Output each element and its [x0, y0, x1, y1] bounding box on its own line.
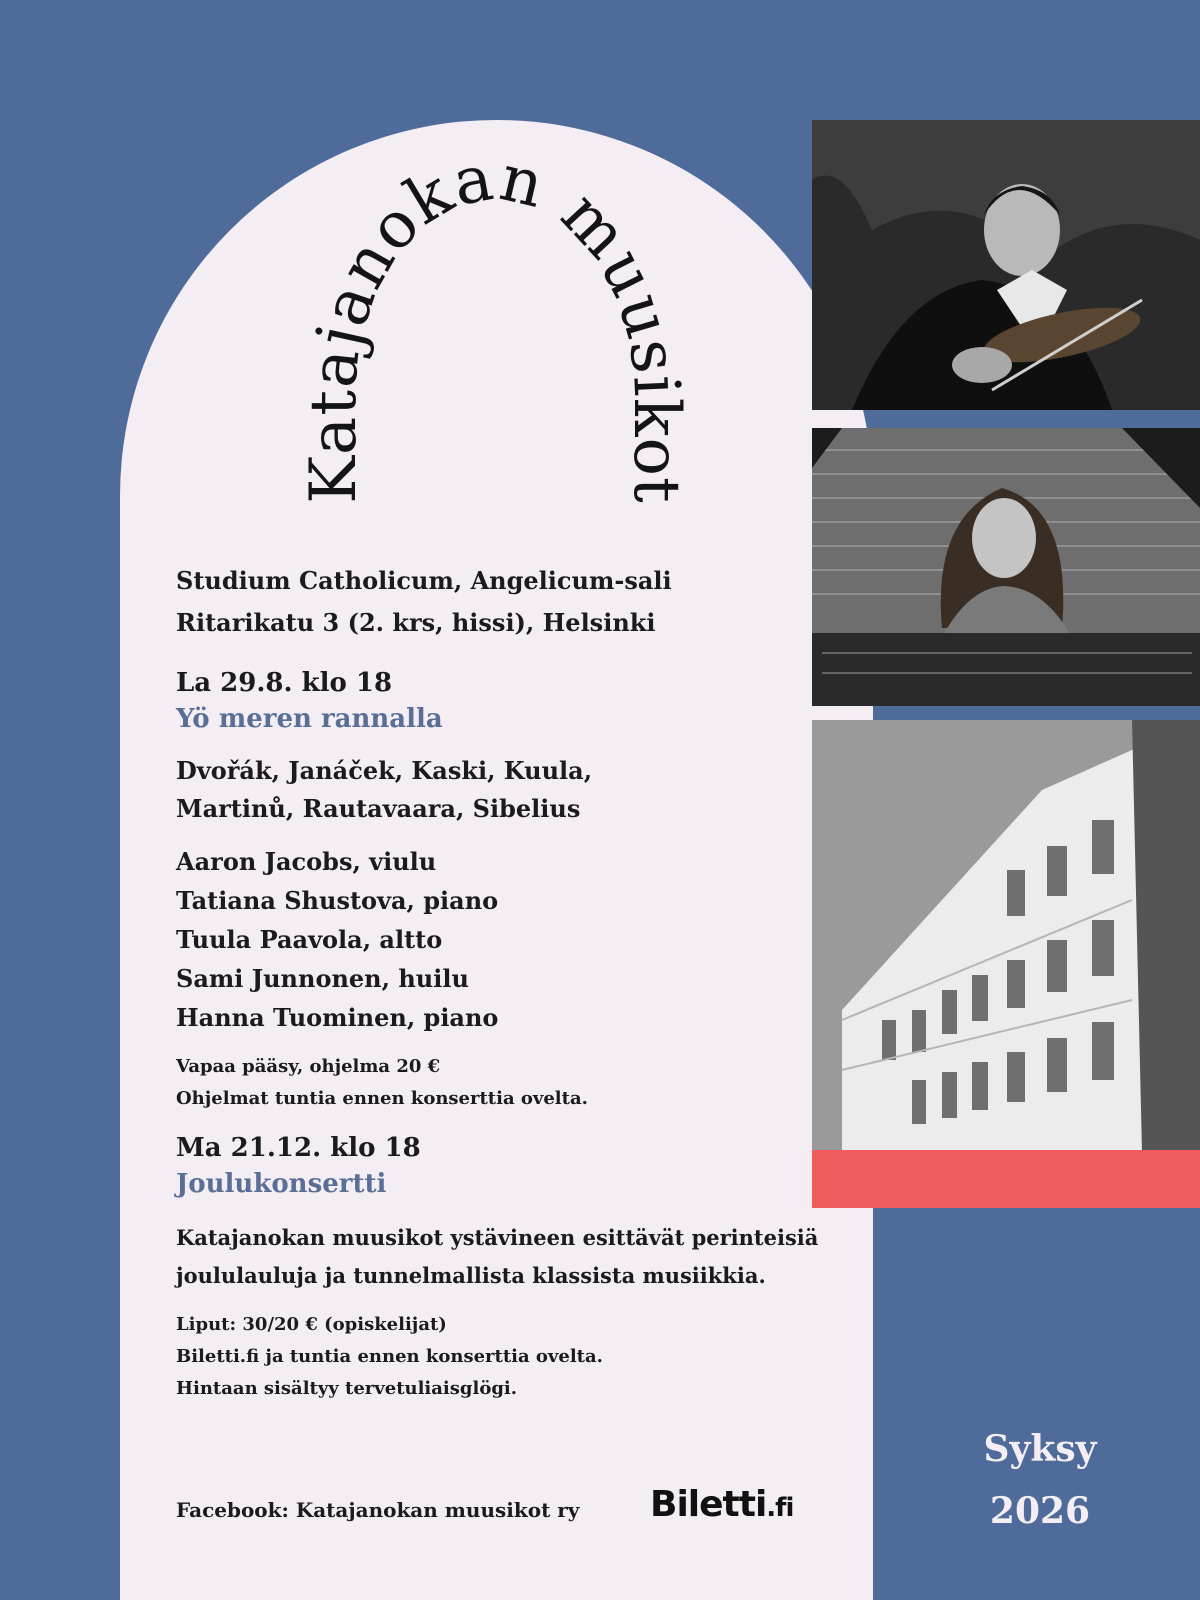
logo-main: Biletti	[650, 1484, 767, 1525]
season-year: 2026	[989, 1490, 1091, 1532]
biletti-logo[interactable]	[650, 1484, 793, 1525]
building-photo	[812, 720, 1200, 1152]
performer: Tuula Paavola, altto	[176, 925, 443, 954]
description-line: Katajanokan muusikot ystävineen esittävät perinteisiä	[176, 1225, 819, 1250]
admission-line: Vapaa pääsy, ohjelma 20 €	[176, 1056, 441, 1077]
description-line: joululauluja ja tunnelmallista klassista musiikkia.	[176, 1263, 766, 1288]
performer: Hanna Tuominen, piano	[176, 1003, 499, 1032]
season-label	[955, 1418, 1125, 1542]
tickets-line: Liput: 30/20 € (opiskelijat)	[176, 1314, 447, 1335]
admission-line: Ohjelmat tuntia ennen konserttia ovelta.	[176, 1088, 588, 1109]
performer: Aaron Jacobs, viulu	[176, 847, 437, 876]
performer: Tatiana Shustova, piano	[176, 886, 499, 915]
accent-bar	[812, 1150, 1200, 1208]
composers-line: Dvořák, Janáček, Kaski, Kuula,	[176, 756, 593, 785]
composers-line: Martinů, Rautavaara, Sibelius	[176, 794, 581, 823]
venue-address: Ritarikatu 3 (2. krs, hissi), Helsinki	[176, 608, 656, 637]
facebook-link[interactable]: Facebook: Katajanokan muusikot ry	[176, 1498, 580, 1522]
event1-admission	[176, 1051, 856, 1115]
event2-description	[176, 1219, 856, 1295]
pianist-photo	[812, 428, 1200, 706]
event1-title: Yö meren rannalla	[176, 704, 443, 734]
tickets-line: Biletti.fi ja tuntia ennen konserttia ovelta.	[176, 1346, 603, 1367]
performer: Sami Junnonen, huilu	[176, 964, 469, 993]
arched-title	[120, 100, 873, 570]
event1-performers	[176, 842, 856, 1037]
venue-name: Studium Catholicum, Angelicum-sali	[176, 566, 672, 595]
main-content	[176, 560, 856, 1405]
tickets-line: Hintaan sisältyy tervetuliaisglögi.	[176, 1378, 518, 1399]
event2-title: Joulukonsertti	[176, 1169, 387, 1199]
event1-composers	[176, 752, 856, 828]
event2-tickets	[176, 1309, 856, 1405]
event2-date: Ma 21.12. klo 18	[176, 1133, 421, 1163]
violinist-photo	[812, 120, 1200, 410]
event1-date: La 29.8. klo 18	[176, 668, 393, 698]
venue	[176, 560, 856, 644]
title-text: Katajanokan muusikot	[296, 141, 694, 504]
logo-suffix: .fi	[766, 1493, 794, 1523]
season-word: Syksy	[983, 1428, 1097, 1470]
